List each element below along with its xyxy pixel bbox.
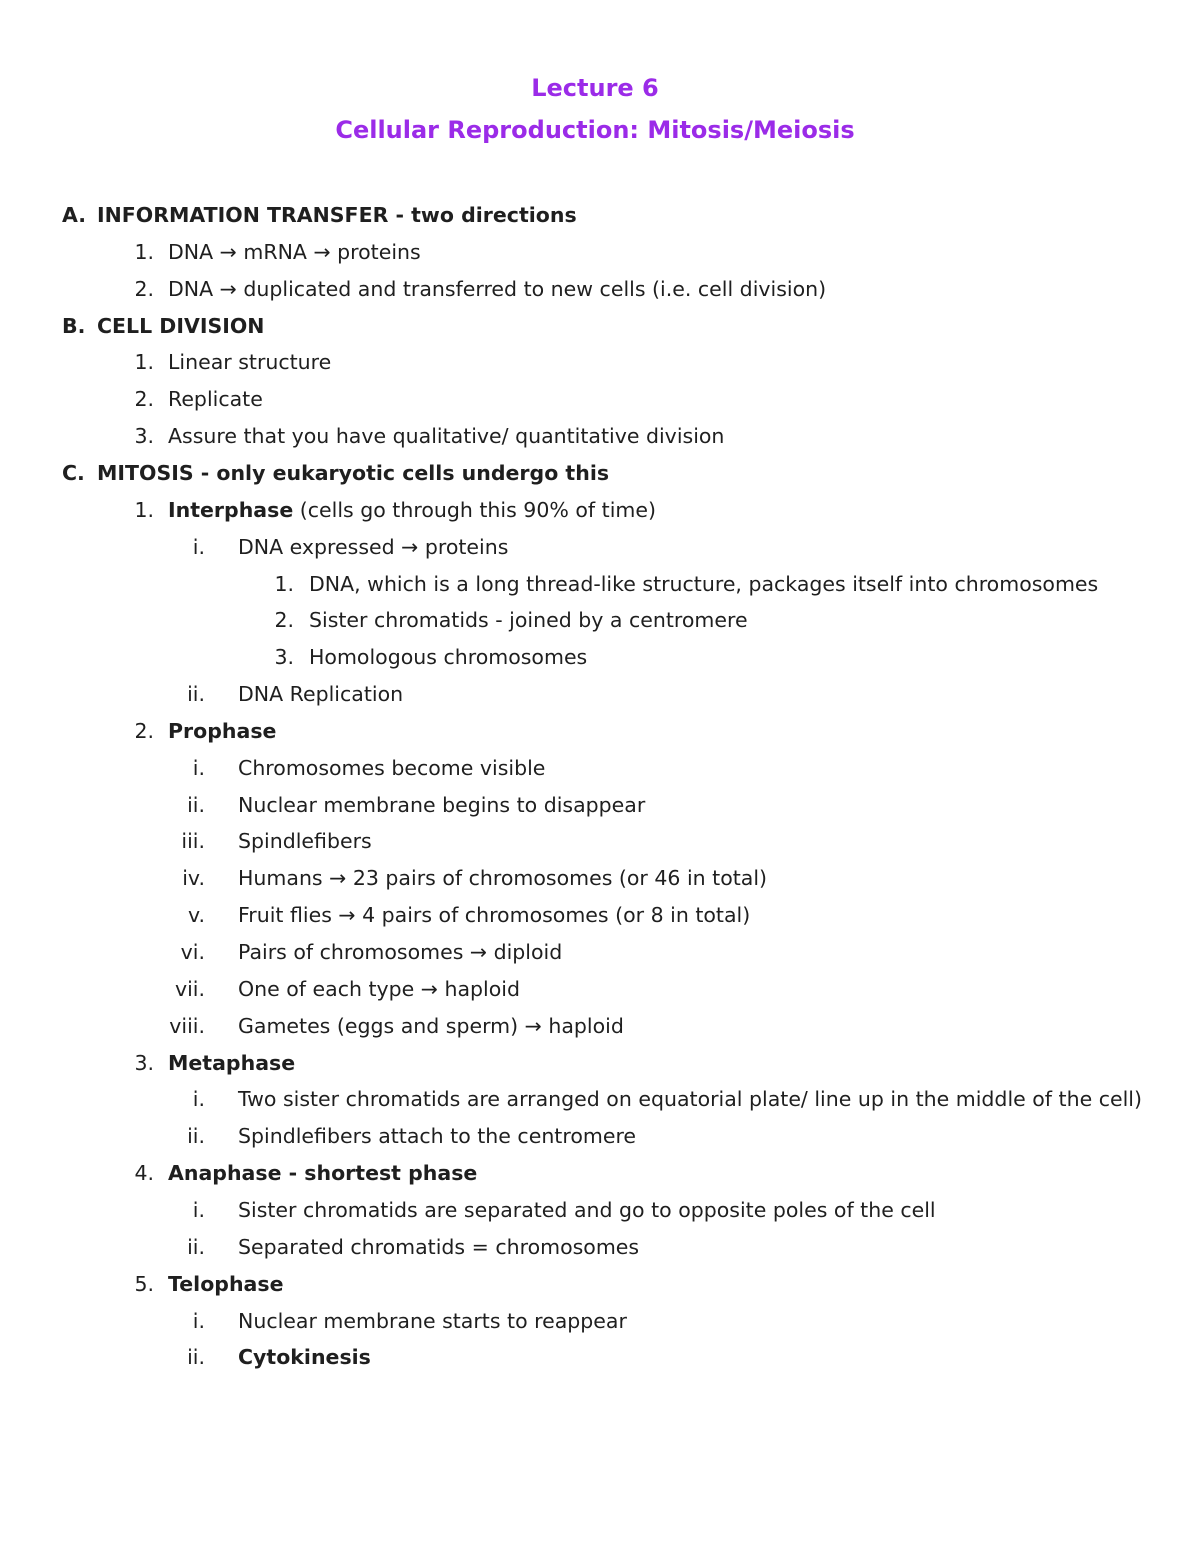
- outline-text-run: Separated chromatids = chromosomes: [238, 1234, 640, 1259]
- outline-text: [168, 1269, 283, 1299]
- outline-text: [238, 753, 545, 783]
- outline-marker: C.: [62, 460, 85, 485]
- outline-text: [168, 384, 263, 414]
- outline-marker: ii.: [187, 1345, 205, 1370]
- outline-text-run: Homologous chromosomes: [309, 645, 588, 670]
- outline-text-bold: Prophase: [168, 718, 277, 743]
- outline-marker: v.: [187, 903, 205, 928]
- outline-text: [168, 274, 826, 304]
- outline-marker: 3.: [134, 424, 154, 449]
- outline-marker: B.: [62, 313, 86, 338]
- outline-text: [238, 1011, 624, 1041]
- outline-text-bold: Telophase: [168, 1271, 284, 1296]
- outline-marker: ii.: [187, 1124, 205, 1149]
- outline-text-run: Nuclear membrane begins to disappear: [238, 792, 646, 817]
- outline-marker: i.: [192, 1197, 205, 1222]
- outline-text-run: Assure that you have qualitative/ quantitative division: [168, 424, 725, 449]
- outline-text: [309, 569, 1098, 599]
- outline-text: [97, 200, 577, 230]
- outline-marker: 5.: [134, 1271, 154, 1296]
- outline-text-run: DNA → duplicated and transferred to new cells (i.e. cell division): [168, 276, 827, 301]
- outline-text: [97, 458, 609, 488]
- outline-text: [238, 937, 562, 967]
- outline-text: [168, 495, 656, 525]
- outline-marker: A.: [62, 203, 87, 227]
- outline-text: [168, 421, 724, 451]
- outline-marker: 2.: [134, 718, 154, 743]
- outline-text-run: (cells go through this 90% of time): [293, 497, 656, 522]
- outline-marker: viii.: [169, 1013, 205, 1038]
- outline-text: [168, 716, 276, 746]
- outline-marker: i.: [192, 755, 205, 780]
- outline-text-bold: INFORMATION TRANSFER - two directions: [97, 203, 577, 227]
- outline-marker: i.: [192, 1308, 205, 1333]
- outline-text: [238, 1195, 936, 1225]
- outline-marker: 2.: [134, 387, 154, 412]
- outline-text: [238, 1306, 627, 1336]
- outline-marker: ii.: [187, 792, 205, 817]
- outline-text: [168, 1158, 477, 1188]
- outline-text-bold: Metaphase: [168, 1050, 296, 1075]
- outline-text: [309, 605, 748, 635]
- outline-text-bold: Anaphase - shortest phase: [168, 1161, 478, 1186]
- outline-marker: 3.: [274, 645, 294, 670]
- outline-text-run: One of each type → haploid: [238, 976, 521, 1001]
- outline-marker: 4.: [134, 1161, 154, 1186]
- outline-marker: i.: [192, 1087, 205, 1112]
- outline-text: [238, 1084, 1142, 1114]
- outline-text: [97, 311, 264, 341]
- outline-text: [309, 642, 587, 672]
- outline-text-run: Chromosomes become visible: [238, 755, 546, 780]
- outline-marker: ii.: [187, 1234, 205, 1259]
- outline-text-bold: CELL DIVISION: [97, 313, 265, 338]
- outline-text-run: Gametes (eggs and sperm) → haploid: [238, 1013, 624, 1038]
- outline-text-run: DNA Replication: [238, 682, 404, 707]
- outline-text-run: DNA, which is a long thread-like structure, packages itself into chromosomes: [309, 571, 1099, 596]
- outline-text: [238, 1232, 639, 1262]
- page-title: Lecture 6: [531, 74, 659, 102]
- outline-text: [238, 1342, 371, 1372]
- outline-marker: 3.: [134, 1050, 154, 1075]
- outline-text-run: Linear structure: [168, 350, 332, 375]
- outline-text: [238, 826, 372, 856]
- outline-text-bold: Cytokinesis: [238, 1345, 371, 1370]
- outline-text-run: Sister chromatids are separated and go to opposite poles of the cell: [238, 1197, 936, 1222]
- outline-text-run: Spindlefibers attach to the centromere: [238, 1124, 637, 1149]
- outline-text-bold: MITOSIS - only eukaryotic cells undergo this: [97, 460, 610, 485]
- outline-text-run: DNA expressed → proteins: [238, 534, 509, 559]
- outline-text: [238, 1121, 636, 1151]
- outline-text-bold: Interphase: [168, 497, 294, 522]
- outline-text: [238, 863, 767, 893]
- outline-marker: ii.: [187, 682, 205, 707]
- outline-text: [238, 900, 750, 930]
- outline-text: [238, 790, 645, 820]
- outline-text-run: Pairs of chromosomes → diploid: [238, 940, 563, 964]
- outline-marker: 2.: [274, 608, 294, 633]
- outline-text-run: Fruit flies → 4 pairs of chromosomes (or 8 in total): [238, 903, 751, 928]
- outline-text-run: Humans → 23 pairs of chromosomes (or 46 in total): [238, 866, 768, 891]
- outline-marker: i.: [192, 534, 205, 559]
- outline-marker: iv.: [182, 866, 205, 891]
- outline-text: [168, 1048, 295, 1078]
- page-subtitle: Cellular Reproduction: Mitosis/Meiosis: [335, 116, 855, 144]
- outline-text: [238, 679, 403, 709]
- outline-text-run: Two sister chromatids are arranged on equatorial plate/ line up in the middle of the cell): [238, 1087, 1142, 1112]
- outline-marker: 1.: [134, 497, 154, 522]
- outline-text: [168, 347, 331, 377]
- outline-text: [238, 532, 508, 562]
- outline-text-run: Nuclear membrane starts to reappear: [238, 1308, 627, 1333]
- outline-marker: 2.: [134, 276, 154, 301]
- outline-text: [238, 974, 520, 1004]
- outline-text: [168, 237, 421, 267]
- outline-marker: 1.: [274, 571, 294, 596]
- outline-marker: vi.: [180, 940, 205, 964]
- outline-marker: iii.: [181, 829, 205, 854]
- outline-marker: 1.: [134, 239, 154, 264]
- outline-marker: 1.: [134, 350, 154, 375]
- outline-marker: vii.: [174, 976, 205, 1001]
- outline-text-run: Replicate: [168, 387, 263, 412]
- outline-text-run: Sister chromatids - joined by a centromere: [309, 608, 748, 633]
- outline-text-run: DNA → mRNA → proteins: [168, 239, 421, 264]
- outline-text-run: Spindlefibers: [238, 829, 372, 854]
